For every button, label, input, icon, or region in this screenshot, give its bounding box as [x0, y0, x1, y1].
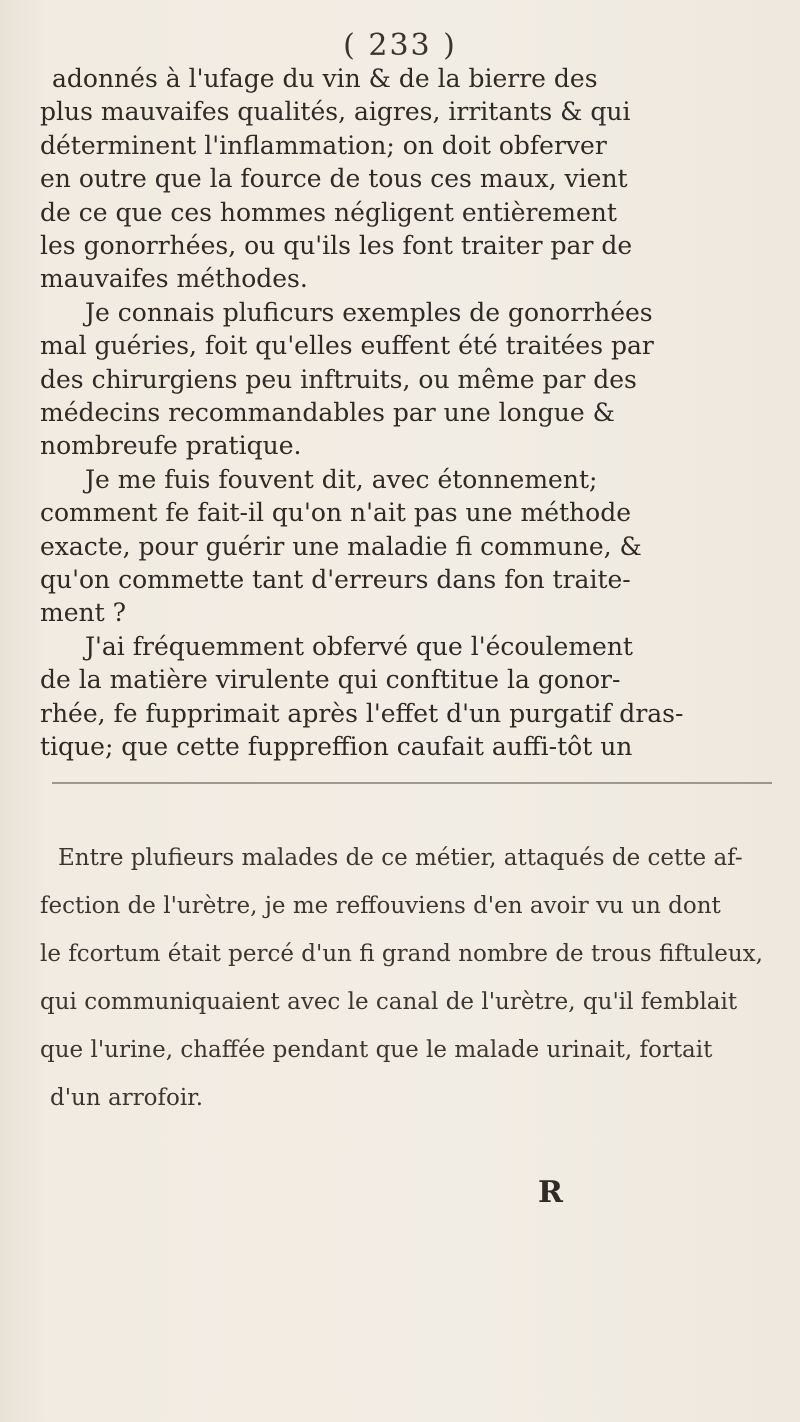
text-line: comment fe fait-il qu'on n'ait pas une méthode [40, 498, 632, 528]
text-line: mauvaifes méthodes. [40, 264, 308, 294]
text-line: Je me fuis fouvent dit, avec étonnement; [85, 464, 598, 494]
text-line: J'ai fréquemment obfervé que l'écoulement [85, 631, 633, 661]
text-line: médecins recommandables par une longue & [40, 398, 615, 427]
footnote-line: qui communiquaient avec le canal de l'urètre, qu'il femblait [40, 989, 738, 1015]
footnote-line: que l'urine, chaffée pendant que le malade urinait, fortait [40, 1037, 713, 1063]
text-line: en outre que la fource de tous ces maux, vient [40, 164, 628, 194]
text-line: déterminent l'inflammation; on doit obferver [40, 130, 607, 160]
text-line: Je connais pluficurs exemples de gonorrhées [85, 297, 653, 327]
signature-mark: R [538, 1175, 563, 1210]
text-line: qu'on commette tant d'erreurs dans fon traite- [40, 565, 631, 594]
text-line: des chirurgiens peu inftruits, ou même par des [40, 364, 637, 394]
text-line: rhée, fe fupprimait après l'effet d'un purgatif dras- [40, 698, 684, 728]
text-line: mal guéries, foit qu'elles euffent été traitées par [40, 331, 654, 361]
text-line: plus mauvaifes qualités, aigres, irritants & qui [40, 97, 631, 127]
text-line: nombreufe pratique. [40, 431, 302, 461]
text-line: exacte, pour guérir une maladie fi commune, & [40, 531, 642, 561]
text-line: ment ? [40, 598, 126, 628]
text-line: de ce que ces hommes négligent entièrement [40, 197, 617, 227]
text-line: tique; que cette fuppreffion caufait auffi-tôt un [40, 732, 633, 761]
footnote-line: Entre plufieurs malades de ce métier, attaqués de cette af- [58, 845, 743, 871]
page-number-header: ( 233 ) [343, 28, 457, 63]
text-line: de la matière virulente qui conftitue la gonor- [40, 665, 621, 695]
footnote-line: d'un arrofoir. [50, 1085, 204, 1111]
text-line: adonnés à l'ufage du vin & de la bierre des [52, 64, 598, 93]
footnote-line: le fcortum était percé d'un fi grand nombre de trous fiftuleux, [40, 941, 763, 967]
text-line: les gonorrhées, ou qu'ils les font traiter par de [40, 231, 633, 260]
footnote-line: fection de l'urètre, je me reffouviens d'en avoir vu un dont [40, 893, 721, 919]
footnote-divider [52, 782, 772, 784]
